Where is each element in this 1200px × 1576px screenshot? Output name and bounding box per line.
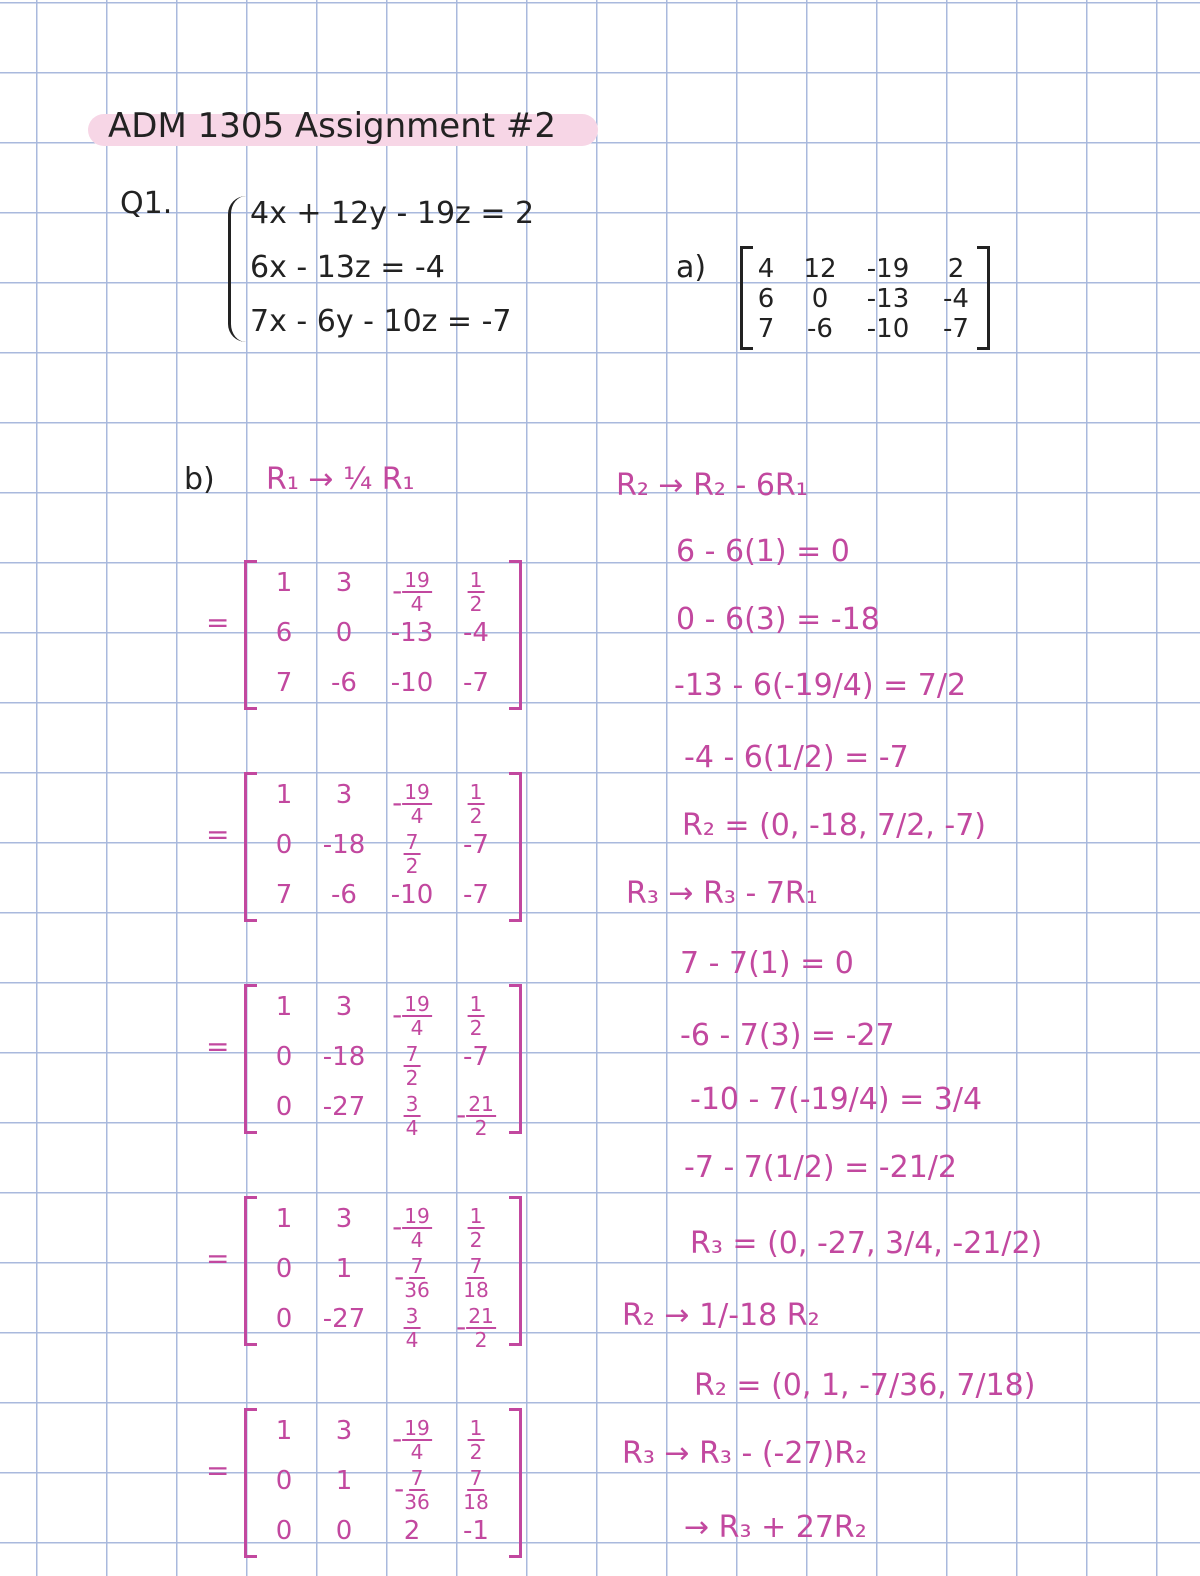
left-bracket: [244, 1408, 257, 1558]
work-line: R₃ → R₃ - (-27)R₂: [622, 1436, 868, 1471]
matrix-cell: $\frac{1}{2}$: [469, 568, 483, 617]
work-line: 6 - 6(1) = 0: [676, 534, 850, 569]
matrix-cell: -4: [943, 284, 969, 314]
matrix-cell: -10: [390, 668, 434, 698]
work-line: -4 - 6(1/2) = -7: [684, 740, 909, 775]
left-bracket: [244, 984, 257, 1134]
work-line: R₂ = (0, 1, -7/36, 7/18): [694, 1368, 1036, 1403]
matrix-cell: $\frac{3}{4}$: [405, 1092, 419, 1141]
matrix-cell: - $\frac{19}{4}$: [392, 780, 430, 829]
right-bracket: [509, 984, 522, 1134]
matrix-cell: $\frac{1}{2}$: [469, 780, 483, 829]
matrix-cell: 12: [803, 254, 837, 284]
equation-2: 6x - 13z = -4: [250, 250, 445, 285]
matrix-cell: 0: [335, 1516, 353, 1546]
matrix-cell: - $\frac{21}{2}$: [456, 1092, 494, 1141]
work-line: R₂ → 1/-18 R₂: [622, 1298, 820, 1333]
row-reduced-matrix: [244, 560, 522, 710]
matrix-cell: 3: [335, 1416, 353, 1446]
work-line: 0 - 6(3) = -18: [676, 602, 880, 637]
matrix-cell: 6: [275, 618, 293, 648]
matrix-cell: -18: [322, 830, 366, 860]
equals-sign: =: [206, 1242, 230, 1275]
right-bracket: [509, 560, 522, 710]
matrix-cell: - $\frac{19}{4}$: [392, 568, 430, 617]
matrix-cell: 1: [275, 1416, 293, 1446]
matrix-cell: $\frac{7}{2}$: [405, 1042, 419, 1091]
part-a-label: a): [676, 250, 707, 285]
system-brace: [228, 196, 249, 342]
left-bracket: [740, 246, 753, 350]
matrix-cell: 2: [403, 1516, 421, 1546]
matrix-cell: 0: [275, 1466, 293, 1496]
matrix-cell: - $\frac{19}{4}$: [392, 992, 430, 1041]
matrix-cell: 0: [275, 1516, 293, 1546]
matrix-cell: 2: [947, 254, 965, 284]
matrix-cell: 0: [335, 618, 353, 648]
matrix-cell: 1: [275, 568, 293, 598]
matrix-cell: 3: [335, 1204, 353, 1234]
matrix-cell: 7: [275, 668, 293, 698]
matrix-cell: -18: [322, 1042, 366, 1072]
matrix-cell: $\frac{1}{2}$: [469, 1204, 483, 1253]
matrix-cell: 0: [275, 1042, 293, 1072]
matrix-cell: -7: [943, 314, 969, 344]
matrix-cell: - $\frac{19}{4}$: [392, 1416, 430, 1465]
matrix-cell: -10: [866, 314, 910, 344]
equals-sign: =: [206, 1454, 230, 1487]
work-line: -7 - 7(1/2) = -21/2: [684, 1150, 957, 1185]
matrix-cell: -6: [331, 880, 357, 910]
matrix-cell: 6: [757, 284, 775, 314]
row-reduced-matrix: [244, 984, 522, 1141]
matrix-cell: 3: [335, 992, 353, 1022]
matrix-cell: $\frac{3}{4}$: [405, 1304, 419, 1353]
matrix-cell: 7: [275, 880, 293, 910]
matrix-cell: 7: [757, 314, 775, 344]
matrix-cell: -10: [390, 880, 434, 910]
work-line: 7 - 7(1) = 0: [680, 946, 854, 981]
matrix-cell: - $\frac{7}{36}$: [394, 1466, 430, 1515]
row-op-scale-r1: R₁ → ¼ R₁: [266, 462, 415, 497]
matrix-cell: 0: [811, 284, 829, 314]
work-line: R₂ → R₂ - 6R₁: [616, 468, 808, 503]
equals-sign: =: [206, 606, 230, 639]
matrix-cell: 3: [335, 780, 353, 810]
right-bracket: [977, 246, 990, 350]
matrix-cell: -7: [463, 1042, 489, 1072]
matrix-cell: -1: [463, 1516, 489, 1546]
matrix-cell: 0: [275, 1304, 293, 1334]
matrix-cell: 0: [275, 1254, 293, 1284]
equation-1: 4x + 12y - 19z = 2: [250, 196, 535, 231]
augmented-matrix-a: [740, 246, 990, 350]
matrix-cell: -7: [463, 668, 489, 698]
work-line: R₃ = (0, -27, 3/4, -21/2): [690, 1226, 1043, 1261]
equals-sign: =: [206, 1030, 230, 1063]
matrix-cell: 1: [275, 780, 293, 810]
matrix-cell: $\frac{1}{2}$: [469, 1416, 483, 1465]
row-reduced-matrix: [244, 772, 522, 922]
matrix-cell: -6: [331, 668, 357, 698]
matrix-cell: $\frac{7}{18}$: [463, 1254, 489, 1303]
matrix-cell: -19: [866, 254, 910, 284]
work-line: -13 - 6(-19/4) = 7/2: [674, 668, 967, 703]
right-bracket: [509, 1196, 522, 1346]
work-line: R₂ = (0, -18, 7/2, -7): [682, 808, 986, 843]
matrix-cell: 1: [335, 1466, 353, 1496]
matrix-cell: -7: [463, 880, 489, 910]
matrix-cell: 1: [275, 992, 293, 1022]
work-line: → R₃ + 27R₂: [684, 1510, 867, 1545]
matrix-cell: 0: [275, 1092, 293, 1122]
matrix-cell: -4: [463, 618, 489, 648]
equals-sign: =: [206, 818, 230, 851]
matrix-cell: 4: [757, 254, 775, 284]
equation-3: 7x - 6y - 10z = -7: [250, 304, 512, 339]
matrix-cell: - $\frac{21}{2}$: [456, 1304, 494, 1353]
matrix-cell: -13: [866, 284, 910, 314]
question-label: Q1.: [120, 186, 173, 221]
matrix-cell: -27: [322, 1304, 366, 1334]
matrix-cell: -7: [463, 830, 489, 860]
matrix-cell: -27: [322, 1092, 366, 1122]
part-b-label: b): [184, 462, 215, 497]
work-line: R₃ → R₃ - 7R₁: [626, 876, 818, 911]
matrix-cell: - $\frac{19}{4}$: [392, 1204, 430, 1253]
matrix-cell: 0: [275, 830, 293, 860]
left-bracket: [244, 772, 257, 922]
matrix-cell: - $\frac{7}{36}$: [394, 1254, 430, 1303]
matrix-cell: -6: [807, 314, 833, 344]
matrix-cell: -13: [390, 618, 434, 648]
matrix-cell: 1: [275, 1204, 293, 1234]
matrix-cell: 1: [335, 1254, 353, 1284]
left-bracket: [244, 1196, 257, 1346]
matrix-cell: $\frac{7}{18}$: [463, 1466, 489, 1515]
matrix-cell: 3: [335, 568, 353, 598]
matrix-cell: $\frac{1}{2}$: [469, 992, 483, 1041]
right-bracket: [509, 772, 522, 922]
right-bracket: [509, 1408, 522, 1558]
row-reduced-matrix: [244, 1408, 522, 1558]
work-line: -10 - 7(-19/4) = 3/4: [690, 1082, 983, 1117]
page-title: ADM 1305 Assignment #2: [108, 106, 557, 146]
work-line: -6 - 7(3) = -27: [680, 1018, 895, 1053]
left-bracket: [244, 560, 257, 710]
row-reduced-matrix: [244, 1196, 522, 1353]
matrix-cell: $\frac{7}{2}$: [405, 830, 419, 879]
